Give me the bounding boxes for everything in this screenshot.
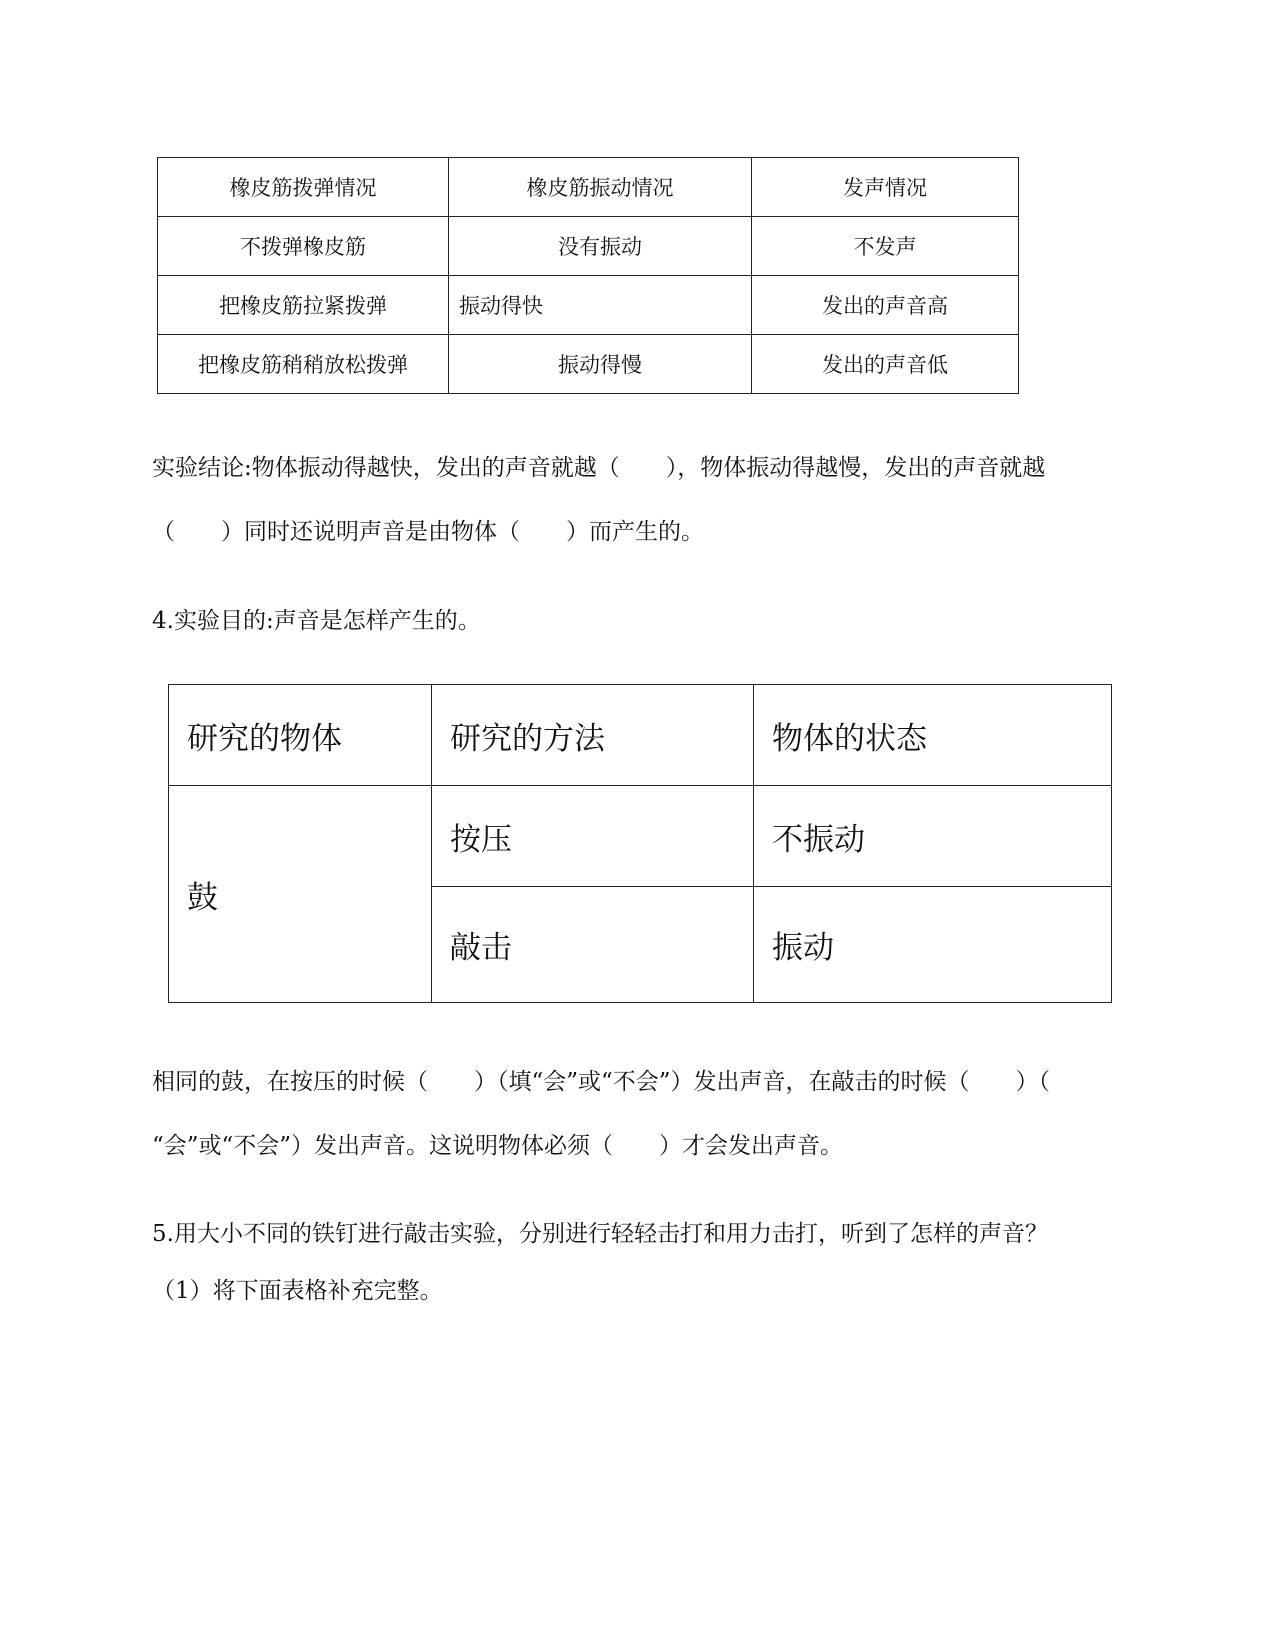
conclusion-line-2: （ ）同时还说明声音是由物体（ ）而产生的。 xyxy=(152,519,704,545)
table-header-cell: 物体的状态 xyxy=(754,685,1112,786)
table-cell: 把橡皮筋拉紧拨弹 xyxy=(158,276,449,335)
table-cell: 不振动 xyxy=(754,786,1112,887)
table-cell: 把橡皮筋稍稍放松拨弹 xyxy=(158,335,449,394)
table-row xyxy=(169,786,1112,887)
table-cell: 按压 xyxy=(432,786,754,887)
table-cell: 振动 xyxy=(754,887,1112,1003)
table-header-cell: 橡皮筋拨弹情况 xyxy=(158,158,449,217)
table-cell: 不拨弹橡皮筋 xyxy=(158,217,449,276)
table-row xyxy=(158,217,1019,276)
table-cell: 发出的声音高 xyxy=(752,276,1019,335)
table-header-cell: 研究的方法 xyxy=(432,685,754,786)
table-cell: 发出的声音低 xyxy=(752,335,1019,394)
table-header-cell: 研究的物体 xyxy=(169,685,432,786)
table-cell: 不发声 xyxy=(752,217,1019,276)
drum-table xyxy=(168,684,1112,1003)
question-5-title: 5.用大小不同的铁钉进行敲击实验，分别进行轻轻击打和用力击打，听到了怎样的声音？ xyxy=(152,1221,1048,1247)
conclusion-line-1: 实验结论:物体振动得越快，发出的声音就越（ ），物体振动得越慢，发出的声音就越 xyxy=(152,455,1046,481)
question-4-line-1: 相同的鼓，在按压的时候（ ）（填“会”或“不会”）发出声音，在敲击的时候（ ）（ xyxy=(152,1069,1051,1095)
question-5-sub-1: （1）将下面表格补充完整。 xyxy=(152,1278,443,1304)
rubber-band-table xyxy=(157,157,1019,394)
table-cell: 没有振动 xyxy=(449,217,752,276)
table-cell: 振动得慢 xyxy=(449,335,752,394)
table-cell: 敲击 xyxy=(432,887,754,1003)
table-row xyxy=(158,335,1019,394)
question-4-line-2: “会”或“不会”）发出声音。这说明物体必须（ ）才会发出声音。 xyxy=(152,1133,844,1159)
table-header-row xyxy=(169,685,1112,786)
table-header-cell: 发声情况 xyxy=(752,158,1019,217)
table-row xyxy=(158,276,1019,335)
table-cell: 振动得快 xyxy=(449,276,752,335)
table-header-cell: 橡皮筋振动情况 xyxy=(449,158,752,217)
table-header-row xyxy=(158,158,1019,217)
question-4-title: 4.实验目的:声音是怎样产生的。 xyxy=(152,608,481,634)
table-cell-object: 鼓 xyxy=(169,786,432,1003)
